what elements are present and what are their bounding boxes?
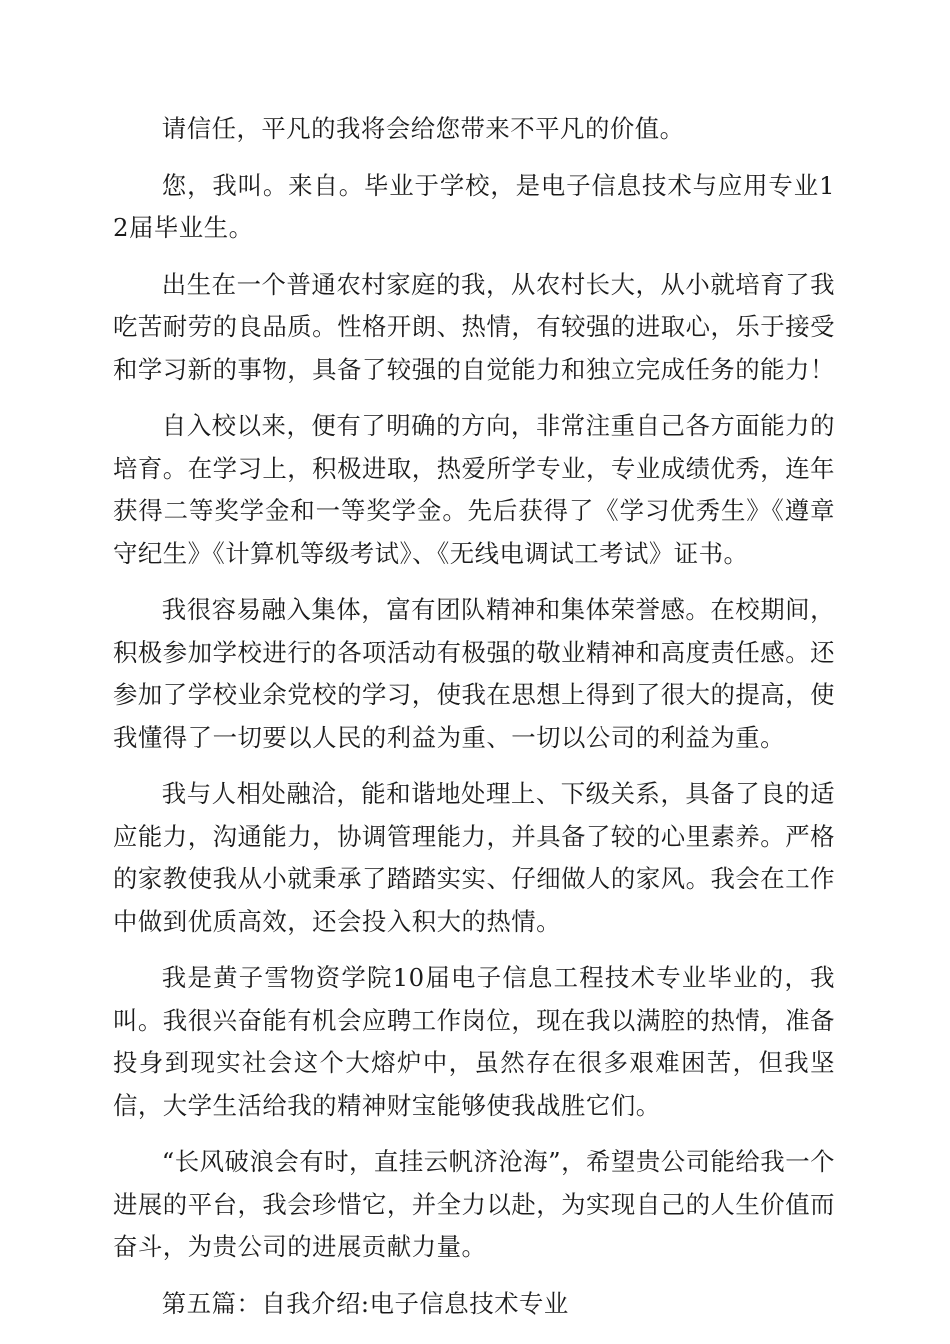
paragraph-8: “长风破浪会有时，直挂云帆济沧海”，希望贵公司能给我一个进展的平台，我会珍惜它，并全力以赴，为实现自己的人生价值而奋斗，为贵公司的进展贡献力量。 xyxy=(113,1147,835,1261)
paragraph-3: 出生在一个普通农村家庭的我，从农村长大，从小就培育了我吃苦耐劳的良品质。性格开朗、热情，有较强的进取心，乐于接受和学习新的事物，具备了较强的自觉能力和独立完成任务的能力！ xyxy=(113,269,835,384)
paragraph-7: 我是黄子雪物资学院10届电子信息工程技术专业毕业的，我叫。我很兴奋能有机会应聘工作岗位，现在我以满腔的热情，准备投身到现实社会这个大熔炉中，虽然存在很多艰难困苦，但我坚信，大学生活给我的精神财宝能够使我战胜它们。 xyxy=(113,963,835,1120)
document-body xyxy=(113,108,835,1339)
paragraph-5: 我很容易融入集体，富有团队精神和集体荣誉感。在校期间，积极参加学校进行的各项活动有极强的敬业精神和高度责任感。还参加了学校业余党校的学习，使我在思想上得到了很大的提高，使我懂得了一切要以人民的利益为重、一切以公司的利益为重。 xyxy=(113,595,835,752)
paragraph-2: 您，我叫。来自。毕业于学校，是电子信息技术与应用专业12届毕业生。 xyxy=(113,170,835,242)
paragraph-6: 我与人相处融洽，能和谐地处理上、下级关系，具备了良的适应能力，沟通能力，协调管理能力，并具备了较的心里素养。严格的家教使我从小就秉承了踏踏实实、仔细做人的家风。我会在工作中做到优质高效，还会投入积大的热情。 xyxy=(113,779,835,936)
section-heading: 第五篇：自我介绍:电子信息技术专业 xyxy=(161,1288,569,1318)
paragraph-4: 自入校以来，便有了明确的方向，非常注重自己各方面能力的培育。在学习上，积极进取，热爱所学专业，专业成绩优秀，连年获得二等奖学金和一等奖学金。先后获得了《学习优秀生》《遵章守纪生》《计算机等级考试》、《无线电调试工考试》证书。 xyxy=(113,411,835,568)
paragraph-1: 请信任，平凡的我将会给您带来不平凡的价值。 xyxy=(161,114,685,143)
